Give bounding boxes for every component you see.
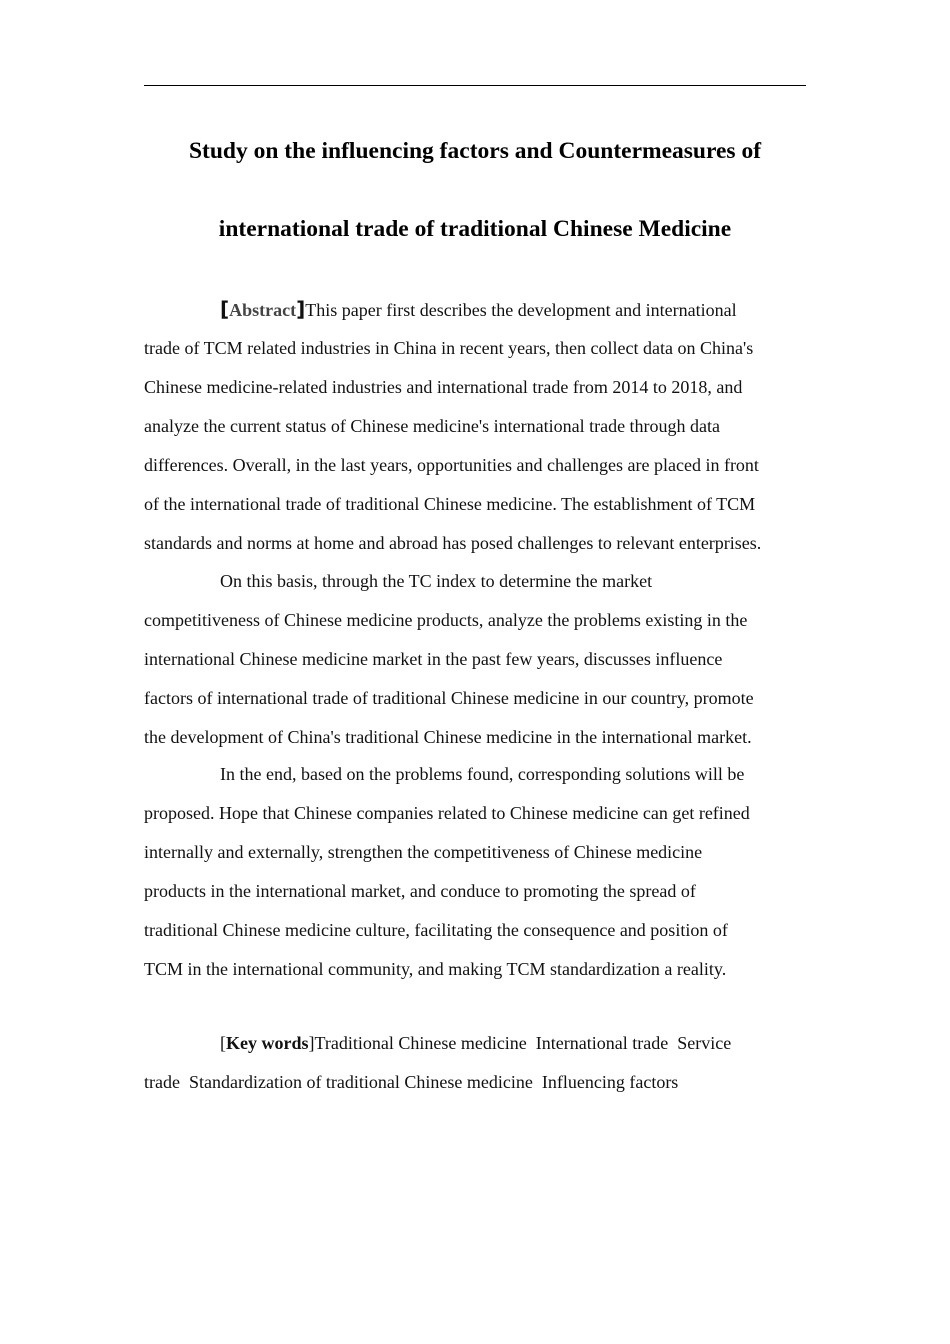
paragraph-line: traditional Chinese medicine culture, facilitating the consequence and position of <box>144 920 728 940</box>
paragraph-line: proposed. Hope that Chinese companies related to Chinese medicine can get refined <box>144 803 750 823</box>
paragraph-line: internally and externally, strengthen the competitiveness of Chinese medicine <box>144 842 703 862</box>
paragraph-line: competitiveness of Chinese medicine products, analyze the problems existing in the <box>144 610 748 630</box>
keywords-open-bracket: [ <box>220 1033 226 1053</box>
abstract-paragraph <box>144 290 806 563</box>
paragraph-line: factors of international trade of traditional Chinese medicine in our country, promote <box>144 688 754 708</box>
keywords-line <box>144 1024 806 1063</box>
abstract-line: analyze the current status of Chinese medicine's international trade through data <box>144 416 721 436</box>
keywords-line-text: Traditional Chinese medicine International trade Service <box>314 1033 732 1053</box>
paper-title <box>144 132 806 249</box>
abstract-label: Abstract <box>229 300 297 320</box>
abstract-line: Chinese medicine-related industries and international trade from 2014 to 2018, and <box>144 377 743 397</box>
abstract-paragraph-3 <box>144 755 806 989</box>
keywords-label: Key words <box>226 1033 309 1053</box>
abstract-line <box>144 290 806 329</box>
title-line-1: Study on the influencing factors and Countermeasures of <box>188 138 762 164</box>
abstract-close-bracket: ] <box>296 297 306 321</box>
paragraph-line: products in the international market, and conduce to promoting the spread of <box>144 881 696 901</box>
abstract-line-text: This paper first describes the development and international <box>305 300 737 320</box>
abstract-line: trade of TCM related industries in China in recent years, then collect data on China's <box>144 338 754 358</box>
abstract-open-bracket: [ <box>220 297 230 321</box>
keywords-close-bracket: ] <box>308 1033 315 1053</box>
keywords-line: trade Standardization of traditional Chinese medicine Influencing factors <box>144 1072 679 1092</box>
paragraph-line: In the end, based on the problems found, corresponding solutions will be <box>220 764 745 784</box>
title-line-2: international trade of traditional Chinese Medicine <box>218 216 732 242</box>
paragraph-line: international Chinese medicine market in the past few years, discusses influence <box>144 649 723 669</box>
abstract-line: of the international trade of traditional Chinese medicine. The establishment of TCM <box>144 494 756 514</box>
abstract-line: standards and norms at home and abroad has posed challenges to relevant enterprises. <box>144 533 762 553</box>
abstract-line: differences. Overall, in the last years, opportunities and challenges are placed in front <box>144 455 759 475</box>
paragraph-line: the development of China's traditional Chinese medicine in the international market. <box>144 727 752 747</box>
keywords-paragraph <box>144 1024 806 1102</box>
paragraph-line: TCM in the international community, and making TCM standardization a reality. <box>144 959 727 979</box>
abstract-paragraph-2 <box>144 562 806 757</box>
header-rule <box>144 85 806 86</box>
paragraph-line: On this basis, through the TC index to determine the market <box>220 571 653 591</box>
